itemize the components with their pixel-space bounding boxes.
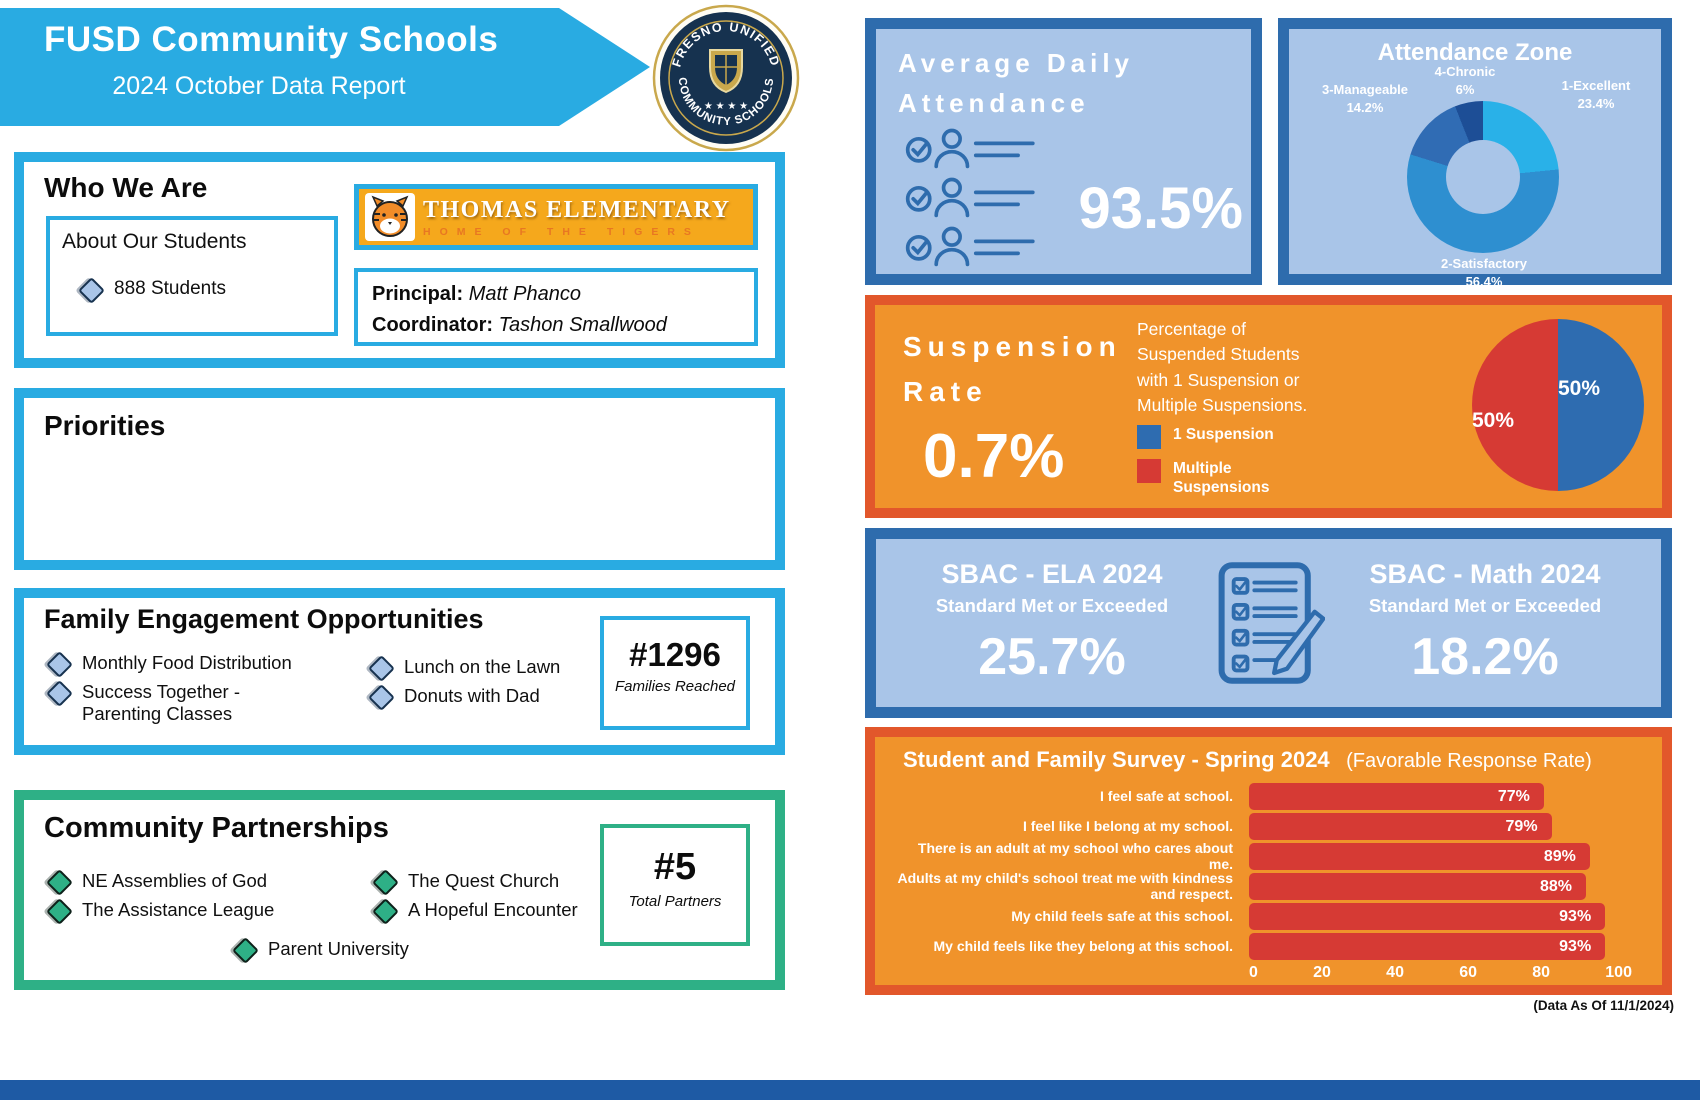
list-item: Parent University [268,938,409,959]
donut-hole [1446,140,1520,214]
seal-bottom-text: COMMUNITY SCHOOLS [675,76,777,129]
bottom-accent-bar [0,1080,1700,1100]
x-axis-tick: 100 [1605,964,1632,981]
list-item: Lunch on the Lawn [404,656,561,677]
survey-title: Student and Family Survey - Spring 2024 [903,747,1330,772]
survey-category-label: Adults at my child's school treat me with kindness and respect. [897,870,1233,902]
survey-bar [1249,873,1586,900]
donut-label-chronic: 4-Chronic 6% [1434,64,1496,97]
principal-line [372,279,740,310]
principal-name: Matt Phanco [468,283,581,305]
survey-bar-track [1249,843,1632,870]
students-count: 888 Students [114,278,226,299]
survey-rows [897,783,1640,960]
principal-box [354,268,758,346]
section-family-engagement [14,588,785,755]
list-item: NE Assemblies of God [82,870,268,891]
x-axis-tick: 60 [1459,964,1477,981]
list-item: A Hopeful Encounter [408,899,578,920]
list-item: Success Together - Parenting Classes [82,681,241,724]
survey-bar-value: 88% [1540,877,1573,895]
x-axis-tick: 80 [1532,964,1551,981]
suspension-title: Suspension Rate [903,331,1122,407]
diamond-bullet-icon [372,869,399,896]
legend-swatch-blue [1137,425,1161,449]
suspension-pie-chart [1472,319,1644,491]
survey-bar-track [1249,873,1632,900]
list-item: The Quest Church [408,870,560,891]
school-name: THOMAS ELEMENTARY [423,196,731,223]
survey-bar-track [1249,783,1632,810]
who-we-are-title: Who We Are [44,172,208,203]
pie-label-one-suspension: 50% [1557,377,1600,400]
survey-bar-value: 89% [1543,847,1576,865]
survey-bar [1249,843,1590,870]
suspension-description: Percentage of Suspended Students with 1 Suspension or Multiple Suspensions. [1137,319,1308,416]
x-axis-tick: 0 [1249,964,1258,981]
tiger-mascot-icon [365,192,415,242]
diamond-bullet-icon [46,680,73,707]
sbac-math-title: SBAC - Math 2024 [1369,559,1601,589]
survey-category-label: My child feels safe at this school. [1011,907,1233,924]
suspension-legend [1137,425,1291,498]
donut-label-satisfactory: 2-Satisfactory 56.4% [1441,256,1527,289]
diamond-bullet-icon [78,277,105,304]
ada-title-line2: Attendance [898,88,1090,119]
attendance-check-person-icon [898,174,1048,220]
about-students-label: About Our Students [62,230,247,253]
family-engagement-list-col2 [372,656,602,714]
section-community-partnerships [14,790,785,990]
legend-swatch-red [1137,459,1161,483]
total-partners-label: Total Partners [628,893,722,910]
diamond-bullet-icon [372,898,399,925]
sbac-ela-block [902,559,1202,687]
x-axis-tick: 40 [1386,964,1404,981]
sbac-math-block [1335,559,1635,687]
survey-x-axis [1249,964,1632,982]
community-partnerships-title: Community Partnerships [44,812,389,844]
ada-title [898,43,1134,124]
partnerships-list-col2 [376,870,616,928]
school-tagline: HOME OF THE TIGERS [423,225,700,238]
survey-bar [1249,813,1552,840]
attendance-check-person-icon [898,223,1048,269]
priorities-title: Priorities [44,410,166,441]
survey-category-label: I feel safe at school. [1099,787,1233,804]
survey-bar [1249,783,1544,810]
survey-bar-track [1249,813,1632,840]
survey-bar-value: 77% [1497,787,1530,805]
suspension-value: 0.7% [923,422,1065,491]
principal-label: Principal: [372,283,464,305]
pie-label-multiple-suspensions: 50% [1471,409,1514,432]
legend-item: 1 Suspension [1137,425,1291,449]
diamond-bullet-icon [46,651,73,678]
coordinator-label: Coordinator: [372,314,494,336]
school-banner [354,184,758,250]
list-item: Donuts with Dad [404,685,540,706]
survey-bar-track [1249,903,1632,930]
survey-row [897,783,1640,810]
survey-bar-value: 79% [1505,817,1538,835]
x-axis-tick: 20 [1313,964,1331,981]
card-sbac-results [865,528,1672,718]
district-seal-logo [652,4,800,152]
list-item: Monthly Food Distribution [82,652,292,673]
survey-title-row [903,747,1640,773]
family-engagement-list-col1 [50,652,340,732]
coordinator-name: Tashon Smallwood [498,314,667,336]
attendance-zone-title: Attendance Zone [1377,39,1573,66]
survey-row [897,813,1640,840]
diamond-bullet-icon [232,937,259,964]
families-reached-label: Families Reached [614,678,736,695]
diamond-bullet-icon [368,655,395,682]
survey-category-label: I feel like I belong at my school. [1022,817,1233,834]
seal-stars: ★ ★ ★ ★ [703,101,749,112]
sbac-math-value: 18.2% [1411,628,1559,686]
survey-subtitle: (Favorable Response Rate) [1346,750,1592,772]
section-priorities [14,388,785,570]
checklist-pencil-icon [1213,552,1325,694]
diamond-bullet-icon [368,684,395,711]
families-reached-value: #1296 [629,636,721,673]
about-students-box [46,216,338,336]
report-title: FUSD Community Schools [44,20,499,59]
ada-title-line1: Average Daily [898,48,1135,78]
card-attendance-zone [1278,18,1672,289]
sbac-ela-subtitle: Standard Met or Exceeded [935,595,1169,616]
survey-bar [1249,903,1605,930]
families-reached-stat-box [600,616,750,730]
sbac-ela-value: 25.7% [978,628,1126,686]
survey-bar-track [1249,933,1632,960]
report-subtitle: 2024 October Data Report [112,72,406,100]
survey-bar-value: 93% [1559,937,1592,955]
card-average-daily-attendance [865,18,1262,285]
coordinator-line [372,310,740,341]
section-who-we-are [14,152,785,368]
family-engagement-title: Family Engagement Opportunities [44,604,484,634]
survey-row [897,903,1640,930]
total-partners-value: #5 [653,846,697,888]
sbac-ela-title: SBAC - ELA 2024 [941,559,1163,589]
survey-row [897,933,1640,960]
diamond-bullet-icon [46,869,73,896]
survey-category-label: There is an adult at my school who cares about me. [917,840,1233,872]
attendance-roster-icons [898,125,1048,269]
diamond-bullet-icon [46,898,73,925]
ada-value: 93.5% [1078,176,1243,241]
card-family-survey [865,727,1672,995]
data-as-of-note: (Data As Of 11/1/2024) [1533,998,1674,1013]
donut-label-manageable: 3-Manageable 14.2% [1322,82,1408,115]
survey-row [897,840,1640,872]
survey-bar-value: 93% [1559,907,1592,925]
card-suspension-rate [865,295,1672,518]
seal-top-text: FRESNO UNIFIED [669,19,783,69]
partnerships-list-col1 [50,870,350,928]
survey-category-label: My child feels like they belong at this school. [933,937,1233,954]
sbac-math-subtitle: Standard Met or Exceeded [1368,595,1602,616]
legend-item: Multiple Suspensions [1137,459,1291,498]
total-partners-stat-box [600,824,750,946]
survey-bar [1249,933,1605,960]
attendance-check-person-icon [898,125,1048,171]
donut-label-excellent: 1-Excellent 23.4% [1561,78,1631,111]
survey-row [897,870,1640,902]
list-item: The Assistance League [82,899,275,920]
partnerships-center-item [236,938,409,960]
